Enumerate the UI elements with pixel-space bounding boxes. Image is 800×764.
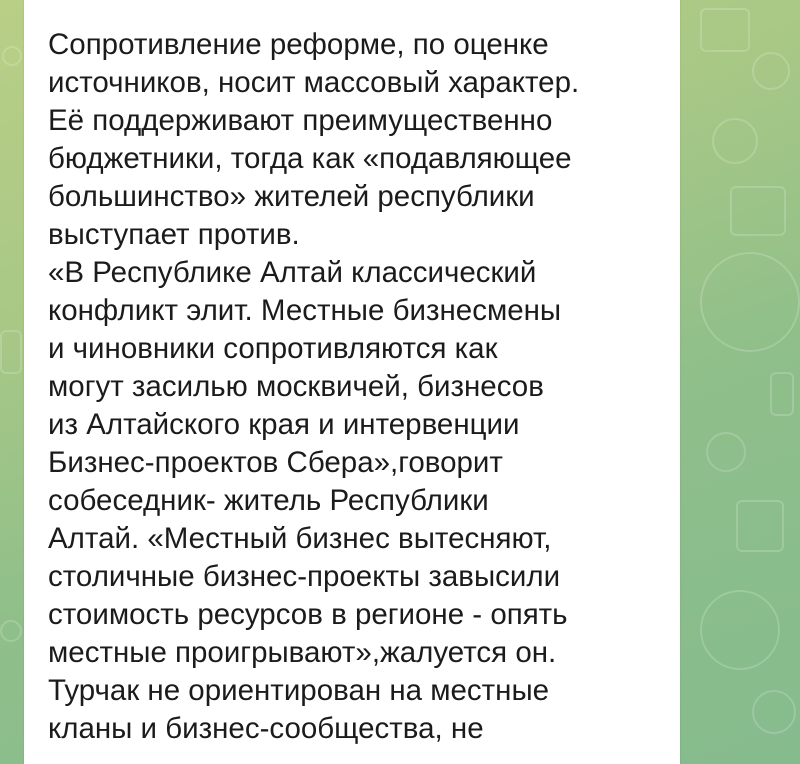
phone-doodle-icon <box>0 330 22 374</box>
message-line: Бизнес-проектов Сбера»,говорит <box>48 446 503 479</box>
message-line: могут засилью москвичей, бизнесов <box>48 370 544 403</box>
message-line: Её поддерживают преимущественно <box>48 104 553 137</box>
message-line: столичные бизнес-проекты завысили <box>48 560 561 593</box>
message-text <box>48 26 668 748</box>
message-line: и чиновники сопротивляются как <box>48 332 498 365</box>
heart-doodle-icon <box>712 118 758 164</box>
message-line: выступает против. <box>48 218 300 251</box>
message-line: Сопротивление реформе, по оценке <box>48 28 549 61</box>
star-doodle-icon <box>706 432 746 472</box>
flower-doodle-icon <box>0 620 22 642</box>
message-line: конфликт элит. Местные бизнесмены <box>48 294 562 327</box>
message-line: источников, носит массовый характер. <box>48 66 580 99</box>
cup-doodle-icon <box>700 8 750 52</box>
message-line: Турчак не ориентирован на местные <box>48 674 550 707</box>
message-line: бюджетники, тогда как «подавляющее <box>48 142 572 175</box>
message-line: из Алтайского края и интервенции <box>48 408 520 441</box>
message-line: местные проигрывают»,жалуется он. <box>48 636 557 669</box>
bubble-doodle-icon <box>2 46 22 66</box>
strawberry-doodle-icon <box>752 52 790 90</box>
message-line: кланы и бизнес-сообщества, не <box>48 712 484 745</box>
cat-doodle-icon <box>730 186 786 236</box>
message-line: стоимость ресурсов в регионе - опять <box>48 598 568 631</box>
message-line: собеседник- житель Республики <box>48 484 489 517</box>
pizza-doodle-icon <box>700 590 780 670</box>
message-line: большинство» жителей республики <box>48 180 535 213</box>
gift-doodle-icon <box>736 500 784 552</box>
message-line: Алтай. «Местный бизнес вытесняют, <box>48 522 552 555</box>
balloon-doodle-icon <box>700 252 800 352</box>
message-line: «В Республике Алтай классический <box>48 256 537 289</box>
lollipop-doodle-icon <box>752 690 796 734</box>
pencil-doodle-icon <box>770 372 794 416</box>
